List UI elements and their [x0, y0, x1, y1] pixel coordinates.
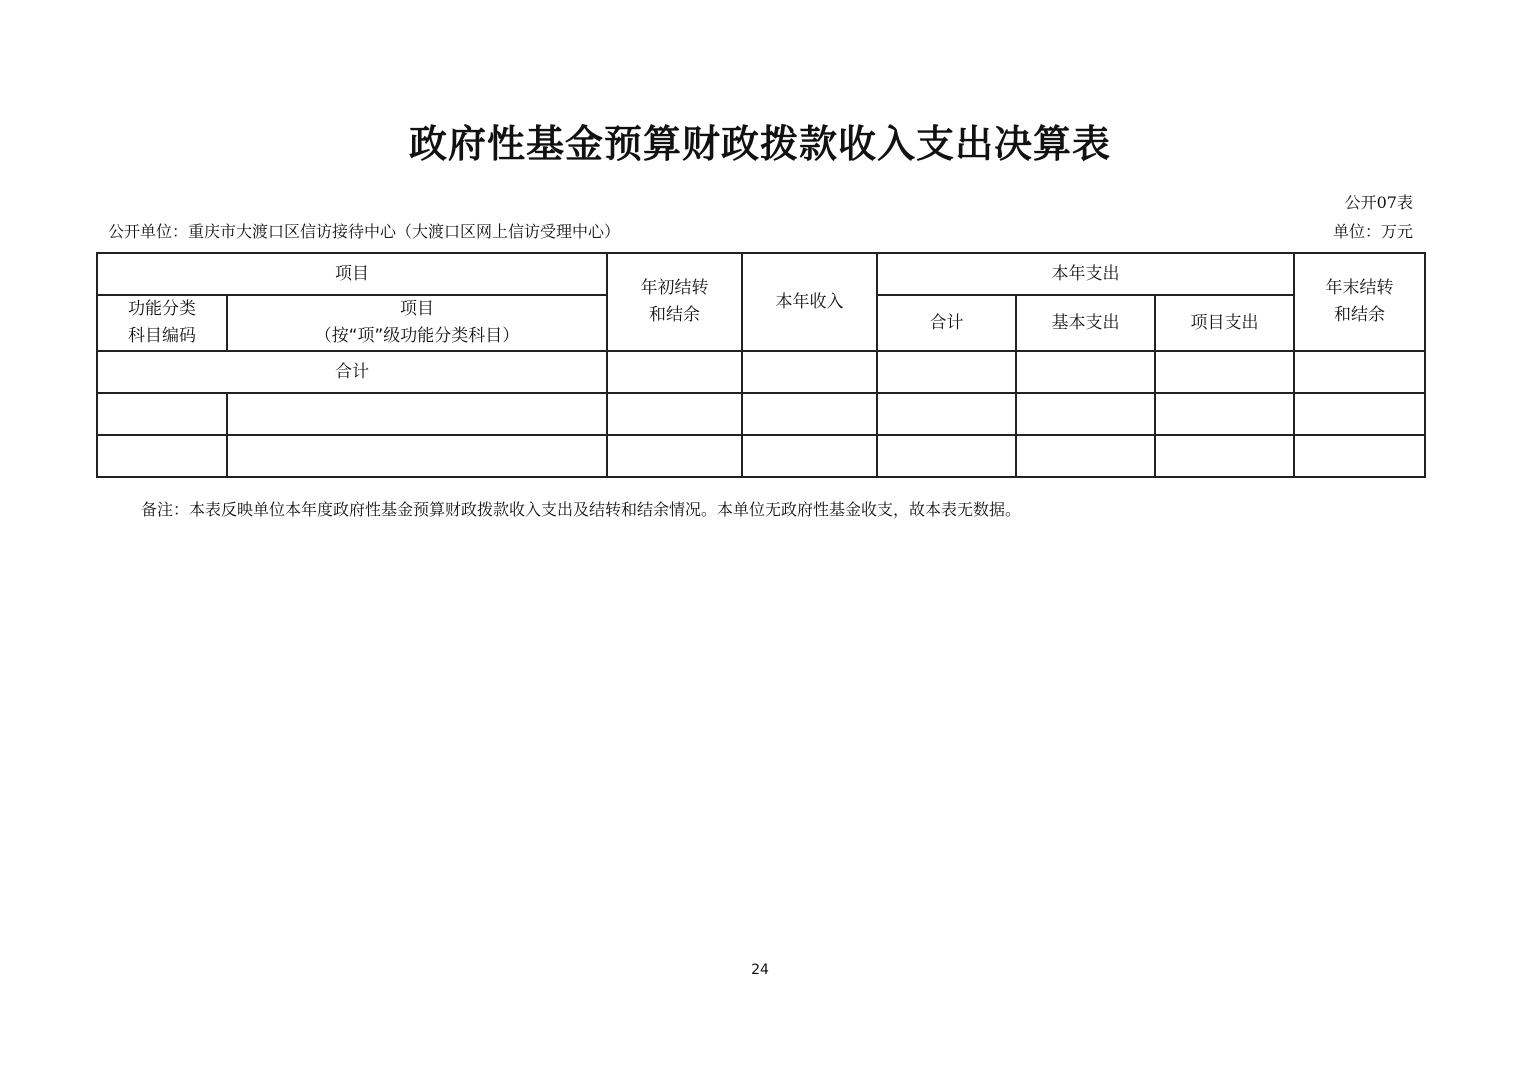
table-cell [1016, 435, 1155, 477]
currency-unit: 单位：万元 [1332, 222, 1413, 241]
header-opening-balance [607, 253, 742, 351]
table-row [97, 393, 1425, 435]
table-cell [742, 393, 877, 435]
header-current-income: 本年收入 [742, 253, 877, 351]
budget-table [96, 252, 1426, 478]
header-closing-balance-line1: 年末结转 [1325, 278, 1394, 298]
table-cell [607, 435, 742, 477]
header-expense-project: 项目支出 [1155, 295, 1294, 351]
table-cell [1294, 435, 1425, 477]
table-cell [97, 393, 227, 435]
header-expense-basic: 基本支出 [1016, 295, 1155, 351]
table-cell [1155, 393, 1294, 435]
header-expense-total: 合计 [877, 295, 1016, 351]
table-row [97, 435, 1425, 477]
page-title: 政府性基金预算财政拨款收入支出决算表 [408, 122, 1111, 166]
table-cell [97, 435, 227, 477]
header-item-name [227, 295, 607, 351]
table-number: 公开07表 [1344, 193, 1413, 212]
header-item-name-line2: （按“项”级功能分类科目） [314, 326, 520, 346]
table-cell [742, 351, 877, 393]
table-cell [607, 393, 742, 435]
header-opening-balance-line2: 和结余 [649, 305, 700, 325]
table-cell [1016, 393, 1155, 435]
table-cell [227, 435, 607, 477]
header-row-1 [97, 253, 1425, 295]
table-cell [1016, 351, 1155, 393]
header-item-name-line1: 项目 [400, 299, 434, 319]
reporting-unit: 公开单位：重庆市大渡口区信访接待中心（大渡口区网上信访受理中心） [108, 222, 621, 241]
table-cell [1294, 393, 1425, 435]
total-row [97, 351, 1425, 393]
table-cell [1155, 435, 1294, 477]
table-cell [1155, 351, 1294, 393]
header-closing-balance [1294, 253, 1425, 351]
header-code [97, 295, 227, 351]
header-closing-balance-line2: 和结余 [1334, 305, 1386, 325]
table-cell [607, 351, 742, 393]
page-number: 24 [751, 962, 769, 978]
table-cell [227, 393, 607, 435]
header-item-group: 项目 [97, 253, 607, 295]
table-cell [877, 393, 1016, 435]
table-cell [1294, 351, 1425, 393]
table-cell [742, 435, 877, 477]
header-current-expense: 本年支出 [877, 253, 1294, 295]
header-opening-balance-line1: 年初结转 [640, 278, 709, 298]
table-cell [877, 351, 1016, 393]
total-row-label: 合计 [97, 351, 607, 393]
header-code-line2: 科目编码 [128, 326, 196, 346]
table-cell [877, 435, 1016, 477]
header-code-line1: 功能分类 [128, 299, 196, 319]
table-note: 备注：本表反映单位本年度政府性基金预算财政拨款收入支出及结转和结余情况。本单位无政府性基金收支，故本表无数据。 [141, 500, 1022, 519]
